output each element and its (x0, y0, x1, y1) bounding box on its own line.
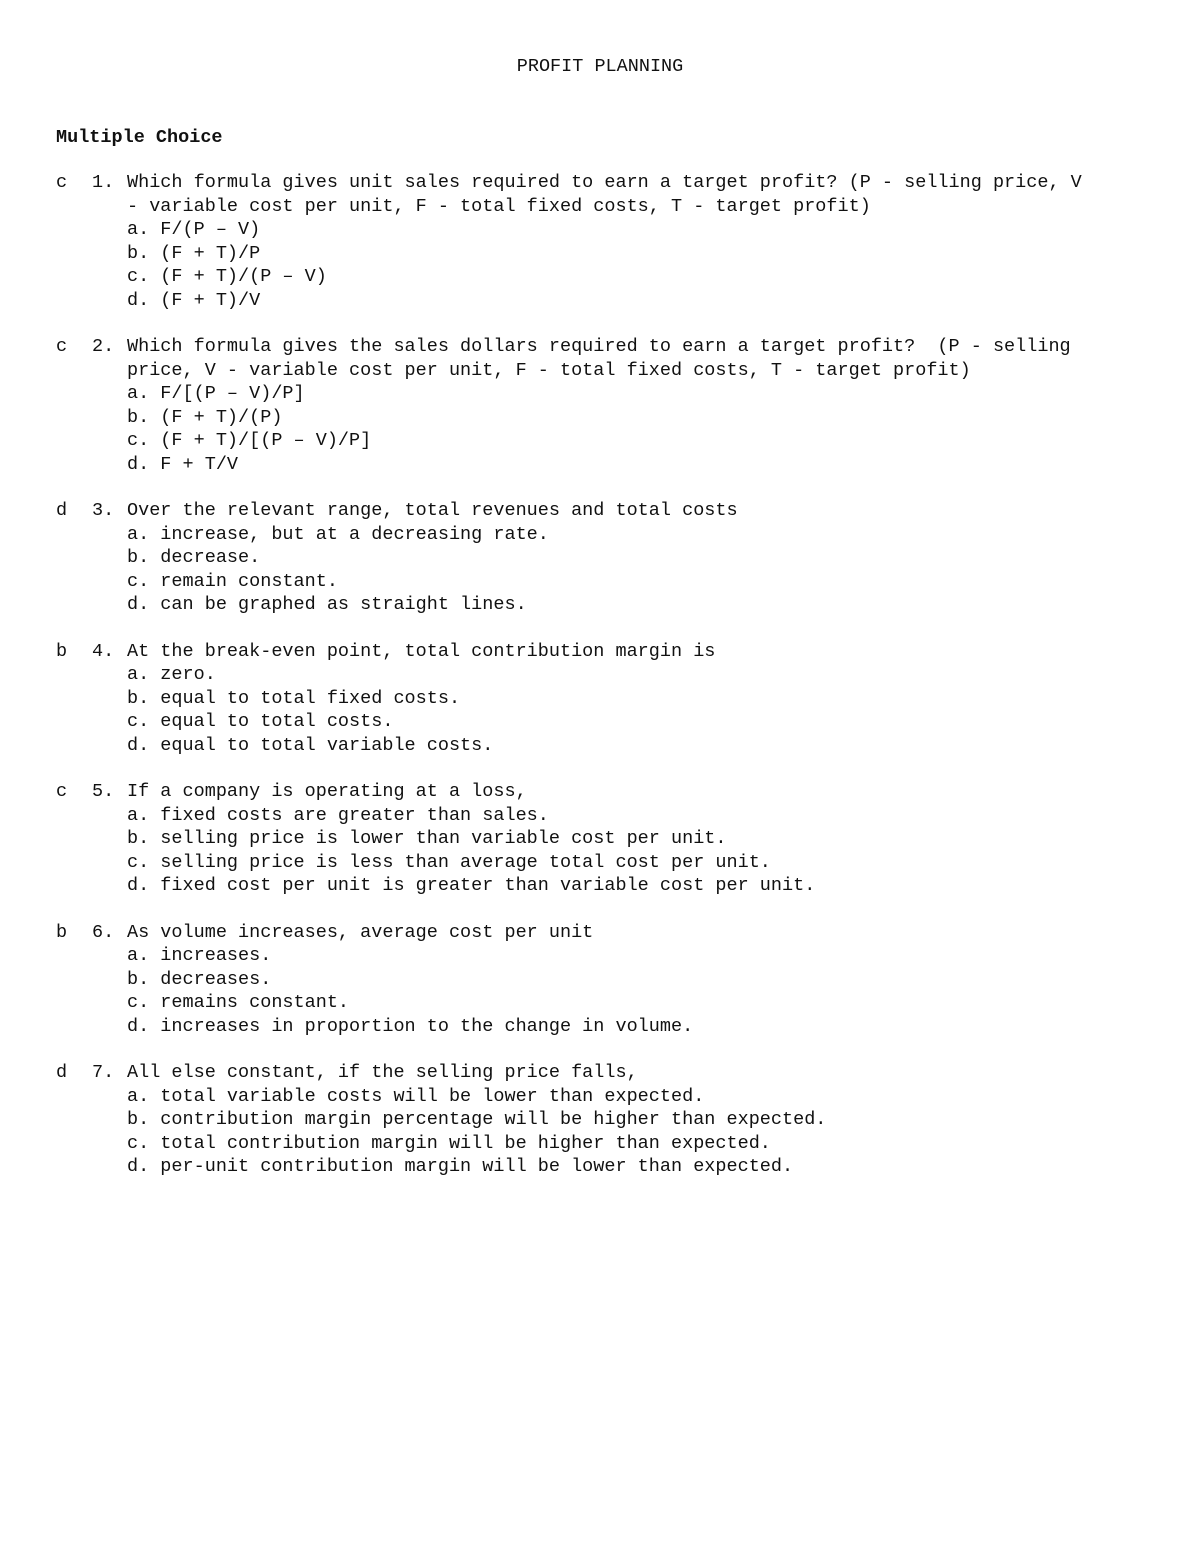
question-number: 3. (92, 500, 115, 521)
answer-option: a. fixed costs are greater than sales. (127, 804, 549, 826)
question-number: 5. (92, 781, 115, 802)
answer-key: c (56, 781, 68, 802)
answer-key: c (56, 172, 68, 193)
answer-key: c (56, 336, 68, 357)
answer-option: c. equal to total costs. (127, 711, 394, 732)
question-number: 6. (92, 921, 115, 943)
question-number: 7. (92, 1062, 115, 1083)
answer-option: b. (F + T)/P (127, 242, 261, 264)
answer-option: d. can be graphed as straight lines. (127, 594, 527, 615)
answer-option: a. total variable costs will be lower than expected. (127, 1085, 705, 1107)
answer-option: d. per-unit contribution margin will be lower than expected. (127, 1156, 794, 1177)
answer-option: d. fixed cost per unit is greater than variable cost per unit. (127, 875, 816, 896)
question-header (0, 780, 1200, 804)
answer-option: c. remain constant. (127, 570, 338, 592)
question-item (0, 499, 1200, 617)
answer-option: a. increase, but at a decreasing rate. (127, 523, 549, 545)
answer-option: c. remains constant. (127, 992, 350, 1013)
answer-option: a. F/(P – V) (127, 219, 261, 240)
question-number: 4. (92, 640, 115, 662)
question-item (0, 921, 1200, 1039)
question-header (0, 171, 1200, 195)
question-text-continued: price, V - variable cost per unit, F - total fixed costs, T - target profit) (127, 359, 971, 381)
question-text: At the break-even point, total contribution margin is (127, 640, 716, 662)
question-item (0, 171, 1200, 312)
answer-option: d. equal to total variable costs. (127, 734, 494, 756)
question-number: 2. (92, 336, 115, 357)
question-header (0, 640, 1200, 664)
answer-option: c. selling price is less than average total cost per unit. (127, 851, 771, 873)
answer-option: a. increases. (127, 945, 272, 966)
answer-option: c. (F + T)/[(P – V)/P] (127, 430, 372, 451)
section-heading: Multiple Choice (56, 127, 223, 148)
answer-option: c. (F + T)/(P – V) (127, 266, 327, 287)
question-list (0, 171, 1200, 1202)
question-text: If a company is operating at a loss, (127, 781, 527, 802)
question-header (0, 335, 1200, 359)
question-header (0, 1061, 1200, 1085)
question-text: All else constant, if the selling price falls, (127, 1062, 638, 1083)
answer-option: d. F + T/V (127, 453, 239, 475)
question-text: As volume increases, average cost per unit (127, 921, 594, 943)
question-text: Over the relevant range, total revenues and total costs (127, 500, 738, 521)
answer-key: b (56, 640, 68, 662)
question-text: Which formula gives unit sales required to earn a target profit? (P - selling price, V (127, 172, 1082, 193)
answer-option: b. contribution margin percentage will be higher than expected. (127, 1109, 827, 1130)
question-item (0, 780, 1200, 898)
answer-option: b. decreases. (127, 968, 272, 990)
document-title: PROFIT PLANNING (516, 56, 684, 77)
answer-key: d (56, 500, 68, 521)
question-number: 1. (92, 172, 115, 193)
answer-option: b. equal to total fixed costs. (127, 687, 461, 709)
answer-option: c. total contribution margin will be higher than expected. (127, 1132, 771, 1154)
answer-option: b. selling price is lower than variable cost per unit. (127, 828, 727, 849)
answer-option: b. (F + T)/(P) (127, 406, 283, 428)
question-text: Which formula gives the sales dollars required to earn a target profit? (P - selling (127, 336, 1071, 357)
answer-option: d. (F + T)/V (127, 289, 261, 311)
question-item (0, 335, 1200, 476)
question-header (0, 921, 1200, 945)
question-text-continued: - variable cost per unit, F - total fixed costs, T - target profit) (127, 195, 871, 217)
answer-option: b. decrease. (127, 547, 261, 568)
question-item (0, 640, 1200, 758)
answer-option: a. zero. (127, 664, 216, 685)
answer-key: d (56, 1062, 68, 1083)
answer-option: a. F/[(P – V)/P] (127, 383, 305, 404)
question-header (0, 499, 1200, 523)
answer-key: b (56, 921, 68, 943)
answer-option: d. increases in proportion to the change in volume. (127, 1015, 694, 1037)
question-item (0, 1061, 1200, 1179)
